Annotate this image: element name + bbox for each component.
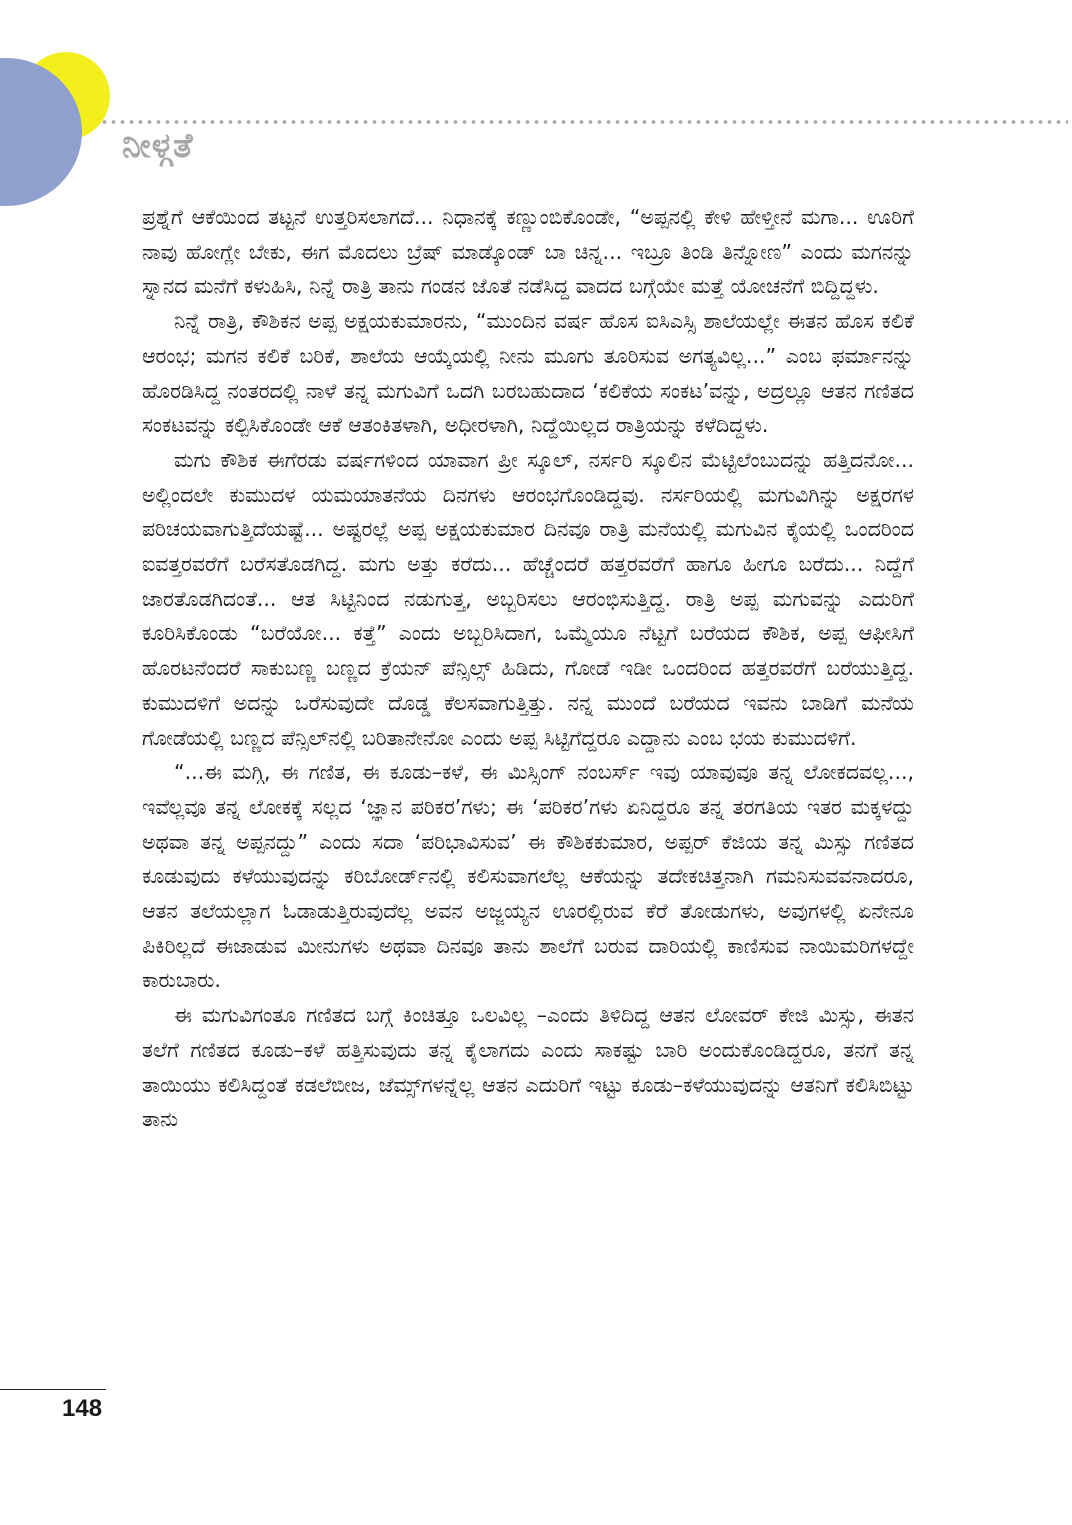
body-text <box>142 200 914 1137</box>
paragraph: ಮಗು ಕೌಶಿಕ ಈಗೆರಡು ವರ್ಷಗಳಿಂದ ಯಾವಾಗ ಪ್ರೀ ಸ್ಕೂಲ್, ನರ್ಸರಿ ಸ್ಕೂಲಿನ ಮೆಟ್ಟಿಲೆಂಬುದನ್ನು ಹತ್ತಿದನೋ... ಅಲ್ಲಿಂದಲೇ ಕುಮುದಳ ಯಮಯಾತನೆಯ ದಿನಗಳು ಆರಂಭಗೊಂಡಿದ್ದವು. ನರ್ಸರಿಯಲ್ಲಿ ಮಗುವಿಗಿನ್ನು ಅಕ್ಷರಗಳ ಪರಿಚಯವಾಗುತ್ತಿದೆಯಷ್ಟೆ... ಅಷ್ಟರಲ್ಲೆ ಅಪ್ಪ ಅಕ್ಷಯಕುಮಾರ ದಿನವೂ ರಾತ್ರಿ ಮನೆಯಲ್ಲಿ ಮಗುವಿನ ಕೈಯಲ್ಲಿ ಒಂದರಿಂದ ಐವತ್ತರವರೆಗೆ ಬರೆಸತೊಡಗಿದ್ದ. ಮಗು ಅತ್ತು ಕರೆದು... ಹೆಚ್ಚೆಂದರೆ ಹತ್ತರವರೆಗೆ ಹಾಗೂ ಹೀಗೂ ಬರೆದು... ನಿದ್ದೆಗೆ ಜಾರತೊಡಗಿದಂತೆ... ಆತ ಸಿಟ್ಟಿನಿಂದ ನಡುಗುತ್ತ, ಅಬ್ಬರಿಸಲು ಆರಂಭಿಸುತ್ತಿದ್ದ. ರಾತ್ರಿ ಅಪ್ಪ ಮಗುವನ್ನು ಎದುರಿಗೆ ಕೂರಿಸಿಕೊಂಡು “ಬರೆಯೋ... ಕತ್ತೆ” ಎಂದು ಅಬ್ಬರಿಸಿದಾಗ, ಒಮ್ಮೆಯೂ ನೆಟ್ಟಗೆ ಬರೆಯದ ಕೌಶಿಕ, ಅಪ್ಪ ಆಫೀಸಿಗೆ ಹೊರಟನೆಂದರೆ ಸಾಕುಬಣ್ಣ ಬಣ್ಣದ ಕ್ರೆಯನ್ ಪೆನ್ಸಿಲ್ಸ್ ಹಿಡಿದು, ಗೋಡೆ ಇಡೀ ಒಂದರಿಂದ ಹತ್ತರವರೆಗೆ ಬರೆಯುತ್ತಿದ್ದ. ಕುಮುದಳಿಗೆ ಅದನ್ನು ಒರೆಸುವುದೇ ದೊಡ್ಡ ಕೆಲಸವಾಗುತ್ತಿತ್ತು. ನನ್ನ ಮುಂದೆ ಬರೆಯದ ಇವನು ಬಾಡಿಗೆ ಮನೆಯ ಗೋಡೆಯಲ್ಲಿ ಬಣ್ಣದ ಪೆನ್ಸಿಲ್‌ನಲ್ಲಿ ಬರಿತಾನೇನೋ ಎಂದು ಅಪ್ಪ ಸಿಟ್ಟಿಗೆದ್ದರೂ ಎದ್ದಾನು ಎಂಬ ಭಯ ಕುಮುದಳಿಗೆ. <box>142 447 914 750</box>
paragraph: ನಿನ್ನೆ ರಾತ್ರಿ, ಕೌಶಿಕನ ಅಪ್ಪ ಅಕ್ಷಯಕುಮಾರನು, “ಮುಂದಿನ ವರ್ಷ ಹೊಸ ಐಸಿಎಸ್ಸಿ ಶಾಲೆಯಲ್ಲೇ ಈತನ ಹೊಸ ಕಲಿಕೆ ಆರಂಭ; ಮಗನ ಕಲಿಕೆ ಬರಿಕೆ, ಶಾಲೆಯ ಆಯ್ಕೆಯಲ್ಲಿ ನೀನು ಮೂಗು ತೂರಿಸುವ ಅಗತ್ಯವಿಲ್ಲ...” ಎಂಬ ಫರ್ಮಾನನ್ನು ಹೊರಡಿಸಿದ್ದ ನಂತರದಲ್ಲಿ ನಾಳೆ ತನ್ನ ಮಗುವಿಗೆ ಒದಗಿ ಬರಬಹುದಾದ ‘ಕಲಿಕೆಯ ಸಂಕಟ’ವನ್ನು, ಅದ್ರಲ್ಲೂ ಆತನ ಗಣಿತದ ಸಂಕಟವನ್ನು ಕಲ್ಪಿಸಿಕೊಂಡೇ ಆಕೆ ಆತಂಕಿತಳಾಗಿ, ಅಧೀರಳಾಗಿ, ನಿದ್ದೆಯಿಲ್ಲದ ರಾತ್ರಿಯನ್ನು ಕಳೆದಿದ್ದಳು. <box>142 309 914 438</box>
dotted-header-rule <box>100 119 1068 125</box>
page-number: 148 <box>62 1395 103 1422</box>
folio-rule <box>0 1389 106 1390</box>
paragraph: “...ಈ ಮಗ್ಗಿ, ಈ ಗಣಿತ, ಈ ಕೂಡು–ಕಳೆ, ಈ ಮಿಸ್ಸಿಂಗ್ ನಂಬರ್ಸ್ ಇವು ಯಾವುವೂ ತನ್ನ ಲೋಕದವಲ್ಲ..., ಇವೆಲ್ಲವೂ ತನ್ನ ಲೋಕಕ್ಕೆ ಸಲ್ಲದ ‘ಜ್ಞಾನ ಪರಿಕರ’ಗಳು; ಈ ‘ಪರಿಕರ’ಗಳು ಏನಿದ್ದರೂ ತನ್ನ ತರಗತಿಯ ಇತರ ಮಕ್ಕಳದ್ದು ಅಥವಾ ತನ್ನ ಅಪ್ಪನದ್ದು” ಎಂದು ಸದಾ ‘ಪರಿಭಾವಿಸುವ’ ಈ ಕೌಶಿಕಕುಮಾರ, ಅಪ್ಪರ್ ಕೆಜಿಯ ತನ್ನ ಮಿಸ್ಸು ಗಣಿತದ ಕೂಡುವುದು ಕಳೆಯುವುದನ್ನು ಕರಿಬೋರ್ಡ್‌ನಲ್ಲಿ ಕಲಿಸುವಾಗಲೆಲ್ಲ ಆಕೆಯನ್ನು ತದೇಕಚಿತ್ತನಾಗಿ ಗಮನಿಸುವವನಾದರೂ, ಆತನ ತಲೆಯಲ್ಲಾಗ ಓಡಾಡುತ್ತಿರುವುದೆಲ್ಲ ಅವನ ಅಜ್ಜಯ್ಯನ ಊರಲ್ಲಿರುವ ಕೆರೆ ತೋಡುಗಳು, ಅವುಗಳಲ್ಲಿ ಏನೇನೂ ಪಿಕಿರಿಲ್ಲದೆ ಈಜಾಡುವ ಮೀನುಗಳು ಅಥವಾ ದಿನವೂ ತಾನು ಶಾಲೆಗೆ ಬರುವ ದಾರಿಯಲ್ಲಿ ಕಾಣಿಸುವ ನಾಯಿಮರಿಗಳದ್ದೇ ಕಾರುಬಾರು. <box>142 760 914 993</box>
running-head: ನೀಳ್ಗತೆ <box>122 126 194 166</box>
paragraph: ಪ್ರಶ್ನೆಗೆ ಆಕೆಯಿಂದ ತಟ್ಟನೆ ಉತ್ತರಿಸಲಾಗದೆ... ನಿಧಾನಕ್ಕೆ ಕಣ್ಣುಂಬಿಕೊಂಡೇ, “ಅಪ್ಪನಲ್ಲಿ ಕೇಳಿ ಹೇಳ್ತೀನೆ ಮಗಾ... ಊರಿಗೆ ನಾವು ಹೋಗ್ಲೇ ಬೇಕು, ಈಗ ಮೊದಲು ಬ್ರೆಷ್ ಮಾಡ್ಕೊಂಡ್ ಬಾ ಚಿನ್ನ... ಇಬ್ರೂ ತಿಂಡಿ ತಿನ್ನೋಣ” ಎಂದು ಮಗನನ್ನು ಸ್ನಾನದ ಮನೆಗೆ ಕಳುಹಿಸಿ, ನಿನ್ನೆ ರಾತ್ರಿ ತಾನು ಗಂಡನ ಜೊತೆ ನಡೆಸಿದ್ದ ವಾದದ ಬಗ್ಗೆಯೇ ಮತ್ತೆ ಯೋಚನೆಗೆ ಬಿದ್ದಿದ್ದಳು. <box>142 205 914 299</box>
paragraph: ಈ ಮಗುವಿಗಂತೂ ಗಣಿತದ ಬಗ್ಗೆ ಕಿಂಚಿತ್ತೂ ಒಲವಿಲ್ಲ –ಎಂದು ತಿಳಿದಿದ್ದ ಆತನ ಲೋವರ್ ಕೇಜಿ ಮಿಸ್ಸು, ಈತನ ತಲೆಗೆ ಗಣಿತದ ಕೂಡು–ಕಳೆ ಹತ್ತಿಸುವುದು ತನ್ನ ಕೈಲಾಗದು ಎಂದು ಸಾಕಷ್ಟು ಬಾರಿ ಅಂದುಕೊಂಡಿದ್ದರೂ, ತನಗೆ ತನ್ನ ತಾಯಿಯು ಕಲಿಸಿದ್ದಂತೆ ಕಡಲೆಬೀಜ, ಜೆಮ್ಸ್‌ಗಳನ್ನೆಲ್ಲ ಆತನ ಎದುರಿಗೆ ಇಟ್ಟು ಕೂಡು–ಕಳೆಯುವುದನ್ನು ಆತನಿಗೆ ಕಲಿಸಿಬಿಟ್ಟು ತಾನು <box>142 1003 914 1132</box>
